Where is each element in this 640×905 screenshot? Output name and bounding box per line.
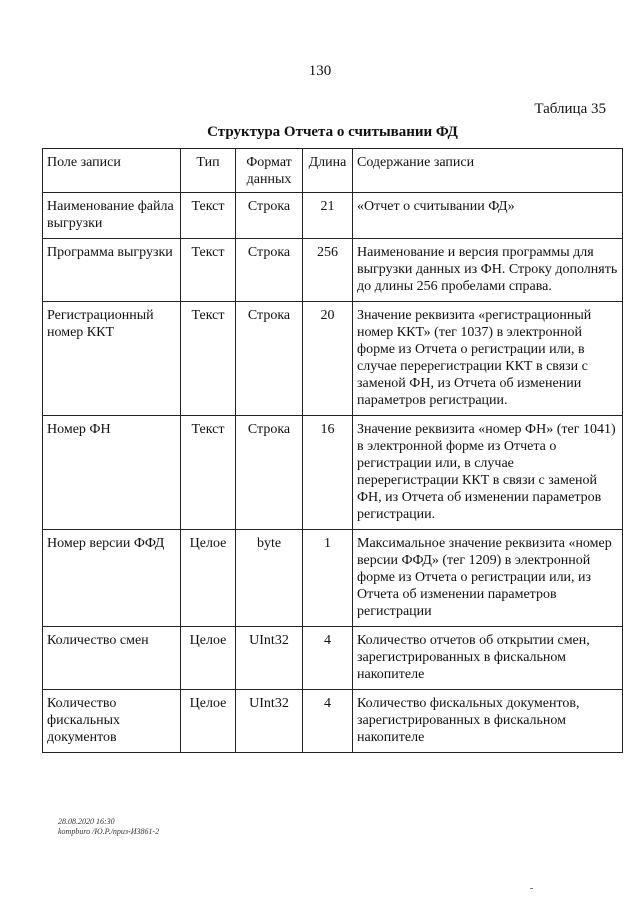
cell-format: Строка	[236, 416, 303, 530]
cell-format: byte	[236, 530, 303, 627]
cell-field: Наименование файла выгрузки	[43, 193, 181, 239]
table-row	[43, 627, 623, 690]
table-row	[43, 690, 623, 753]
page-mark: -	[530, 883, 534, 894]
structure-table	[42, 148, 623, 753]
cell-type: Целое	[181, 690, 236, 753]
cell-length: 4	[303, 627, 353, 690]
table-header-row	[43, 149, 623, 193]
table-label: Таблица 35	[534, 101, 606, 117]
cell-content: Количество отчетов об открытии смен, зарегистрированных в фискальном накопителе	[353, 627, 623, 690]
cell-field: Количество фискальных документов	[43, 690, 181, 753]
cell-length: 1	[303, 530, 353, 627]
cell-content: Максимальное значение реквизита «номер версии ФФД» (тег 1209) в электронной форме из Отчета о регистрации или, из Отчета об изменении параметров регистрации	[353, 530, 623, 627]
footer-source: kompburo /Ю.Р./приз-И3861-2	[58, 827, 160, 836]
table-row	[43, 193, 623, 239]
cell-length: 4	[303, 690, 353, 753]
cell-length: 21	[303, 193, 353, 239]
cell-length: 16	[303, 416, 353, 530]
cell-type: Текст	[181, 193, 236, 239]
cell-content: Наименование и версия программы для выгрузки данных из ФН. Строку дополнять до длины 256 пробелами справа.	[353, 239, 623, 302]
footer-timestamp: 28.08.2020 16:30	[58, 817, 115, 826]
cell-content: Значение реквизита «номер ФН» (тег 1041) в электронной форме из Отчета о регистрации или, в случае перерегистрации ККТ в связи с заменой ФН, из Отчета об изменении параметров регистрации.	[353, 416, 623, 530]
cell-field: Количество смен	[43, 627, 181, 690]
table-title: Структура Отчета о считывании ФД	[207, 124, 458, 140]
footer-stamp	[58, 817, 159, 837]
cell-field: Программа выгрузки	[43, 239, 181, 302]
cell-field: Регистрационный номер ККТ	[43, 302, 181, 416]
cell-type: Текст	[181, 302, 236, 416]
cell-content: Значение реквизита «регистрационный номер ККТ» (тег 1037) в электронной форме из Отчета о регистрации или, в случае перерегистрации ККТ в связи с заменой ФН, из Отчета об изменении параметров регистрации.	[353, 302, 623, 416]
table-row	[43, 302, 623, 416]
cell-format: UInt32	[236, 690, 303, 753]
cell-type: Целое	[181, 627, 236, 690]
cell-content: «Отчет о считывании ФД»	[353, 193, 623, 239]
cell-format: Строка	[236, 302, 303, 416]
cell-format: UInt32	[236, 627, 303, 690]
cell-type: Целое	[181, 530, 236, 627]
column-header-format: Формат данных	[236, 149, 303, 193]
page-number: 130	[308, 63, 332, 79]
cell-length: 256	[303, 239, 353, 302]
column-header-type: Тип	[181, 149, 236, 193]
cell-format: Строка	[236, 193, 303, 239]
table-row	[43, 530, 623, 627]
cell-field: Номер ФН	[43, 416, 181, 530]
table-row	[43, 416, 623, 530]
column-header-content: Содержание записи	[353, 149, 623, 193]
cell-type: Текст	[181, 239, 236, 302]
table-row	[43, 239, 623, 302]
column-header-length: Длина	[303, 149, 353, 193]
cell-format: Строка	[236, 239, 303, 302]
cell-type: Текст	[181, 416, 236, 530]
cell-length: 20	[303, 302, 353, 416]
cell-content: Количество фискальных документов, зарегистрированных в фискальном накопителе	[353, 690, 623, 753]
column-header-field: Поле записи	[43, 149, 181, 193]
cell-field: Номер версии ФФД	[43, 530, 181, 627]
